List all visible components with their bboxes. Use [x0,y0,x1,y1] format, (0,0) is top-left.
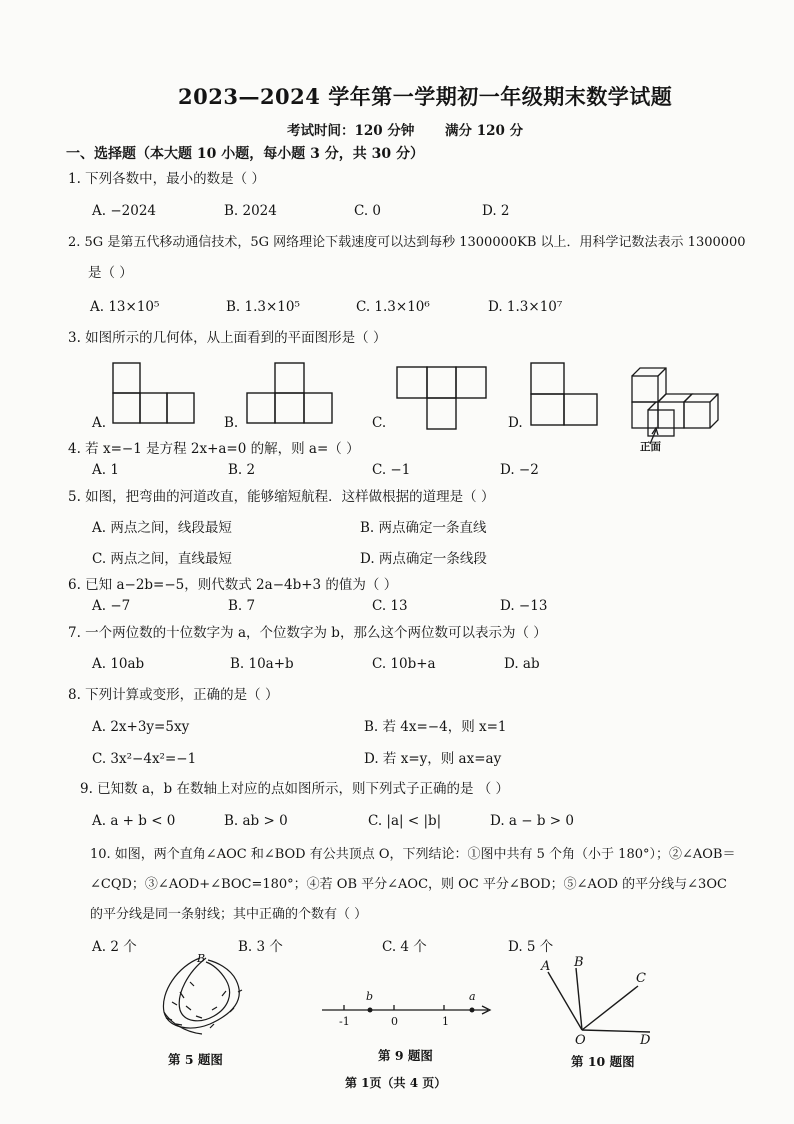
fig10-label-c: C [636,971,646,986]
fig10-label-b: B [574,955,584,970]
q7-option-b: B. 10a+b [230,656,294,672]
fig10-label-o: O [575,1033,586,1048]
q10-option-b: B. 3 个 [238,939,283,955]
exam-time: 考试时间：120 分钟 [287,123,415,139]
q6-option-c: C. 13 [372,598,408,614]
q5-option-c: C. 两点之间，直线最短 [92,551,232,567]
q2-option-c: C. 1.3×10⁶ [356,299,430,315]
q4-option-d: D. −2 [500,462,539,478]
q2-option-b: B. 1.3×10⁵ [226,299,300,315]
q7-option-d: D. ab [504,656,540,672]
q8-option-a: A. 2x+3y=5xy [92,719,190,735]
q5-option-a: A. 两点之间，线段最短 [92,520,232,536]
fig5-label-b: B [197,952,206,965]
q10-stem-cont: ∠CQD；③∠AOD+∠BOC=180°；④若 OB 平分∠AOC，则 OC 平分∠BOD；⑤∠AOD 的平分线与∠3OC [90,877,727,892]
q1-stem: 1. 下列各数中，最小的数是（ ） [68,171,265,187]
q5-option-b: B. 两点确定一条直线 [360,520,487,536]
q10-stem: 10. 如图，两个直角∠AOC 和∠BOD 有公共顶点 O，下列结论：①图中共有 5 个角（小于 180°）；②∠AOB＝ [90,847,736,862]
q3-figure-c [396,366,488,430]
q7-stem: 7. 一个两位数的十位数字为 a，个位数字为 b，那么这个两位数可以表示为（ ） [68,625,547,641]
page-title: 2023—2024 学年第一学期初一年级期末数学试题 [178,84,673,109]
q9-option-c: C. |a| < |b| [368,813,442,829]
q2-option-a: A. 13×10⁵ [90,299,160,315]
q2-stem: 2. 5G 是第五代移动通信技术，5G 网络理论下载速度可以达到每秒 1300000KB 以上．用科学记数法表示 1300000 [68,235,746,250]
q8-option-b: B. 若 4x=−4，则 x=1 [364,719,507,735]
fig9-caption: 第 9 题图 [378,1048,433,1063]
q3-front-label: 正面 [640,441,661,453]
fig5-caption: 第 5 题图 [168,1052,223,1067]
q9-option-d: D. a − b > 0 [490,813,574,829]
q6-option-b: B. 7 [228,598,256,614]
q2-stem-cont: 是（ ） [88,265,133,281]
q3-figure-a [112,362,196,424]
fig9-point-b: b [366,990,374,1003]
q10-stem-cont2: 的平分线是同一条射线；其中正确的个数有（ ） [90,907,368,922]
q1-option-d: D. 2 [482,203,510,219]
q4-stem: 4. 若 x=−1 是方程 2x+a=0 的解，则 a=（ ） [68,441,360,457]
q3-option-c: C. [372,415,387,431]
q4-option-a: A. 1 [92,462,119,478]
q9-stem: 9. 已知数 a，b 在数轴上对应的点如图所示，则下列式子正确的是 （ ） [80,781,510,797]
q7-option-a: A. 10ab [92,656,145,672]
q2-option-d: D. 1.3×10⁷ [488,299,563,315]
q1-option-b: B. 2024 [224,203,277,219]
section-heading: 一、选择题（本大题 10 小题，每小题 3 分，共 30 分） [66,146,424,162]
q4-option-b: B. 2 [228,462,256,478]
page-footer: 第 1页（共 4 页） [345,1076,447,1090]
fig10-label-a: A [541,959,551,974]
q3-option-a: A. [92,415,107,431]
q8-option-d: D. 若 x=y，则 ax=ay [364,751,502,767]
q5-stem: 5. 如图，把弯曲的河道改直，能够缩短航程．这样做根据的道理是（ ） [68,489,495,505]
q3-stem: 3. 如图所示的几何体，从上面看到的平面图形是（ ） [68,330,387,346]
q10-option-a: A. 2 个 [92,939,137,955]
q10-option-c: C. 4 个 [382,939,427,955]
q4-option-c: C. −1 [372,462,411,478]
q1-option-c: C. 0 [354,203,382,219]
q6-option-a: A. −7 [92,598,131,614]
fig10-label-d: D [640,1033,651,1048]
fig9-tick-0: 0 [391,1015,398,1028]
q9-option-a: A. a + b < 0 [92,813,176,829]
exam-score: 满分 120 分 [445,123,524,139]
q8-option-c: C. 3x²−4x²=−1 [92,751,197,767]
q8-stem: 8. 下列计算或变形，正确的是（ ） [68,687,279,703]
fig10-caption: 第 10 题图 [571,1054,635,1069]
q3-option-d: D. [508,415,523,431]
fig9-tick-neg1: -1 [339,1015,350,1028]
q3-option-b: B. [224,415,239,431]
q6-option-d: D. −13 [500,598,548,614]
q1-option-a: A. −2024 [92,203,156,219]
fig9-tick-1: 1 [442,1015,449,1028]
q3-figure-b [246,362,334,424]
q5-option-d: D. 两点确定一条线段 [360,551,487,567]
q7-option-c: C. 10b+a [372,656,436,672]
q3-figure-d [530,362,598,426]
q6-stem: 6. 已知 a−2b=−5，则代数式 2a−4b+3 的值为（ ） [68,577,398,593]
fig9-point-a: a [469,990,476,1003]
q10-option-d: D. 5 个 [508,939,554,955]
q9-option-b: B. ab > 0 [224,813,288,829]
